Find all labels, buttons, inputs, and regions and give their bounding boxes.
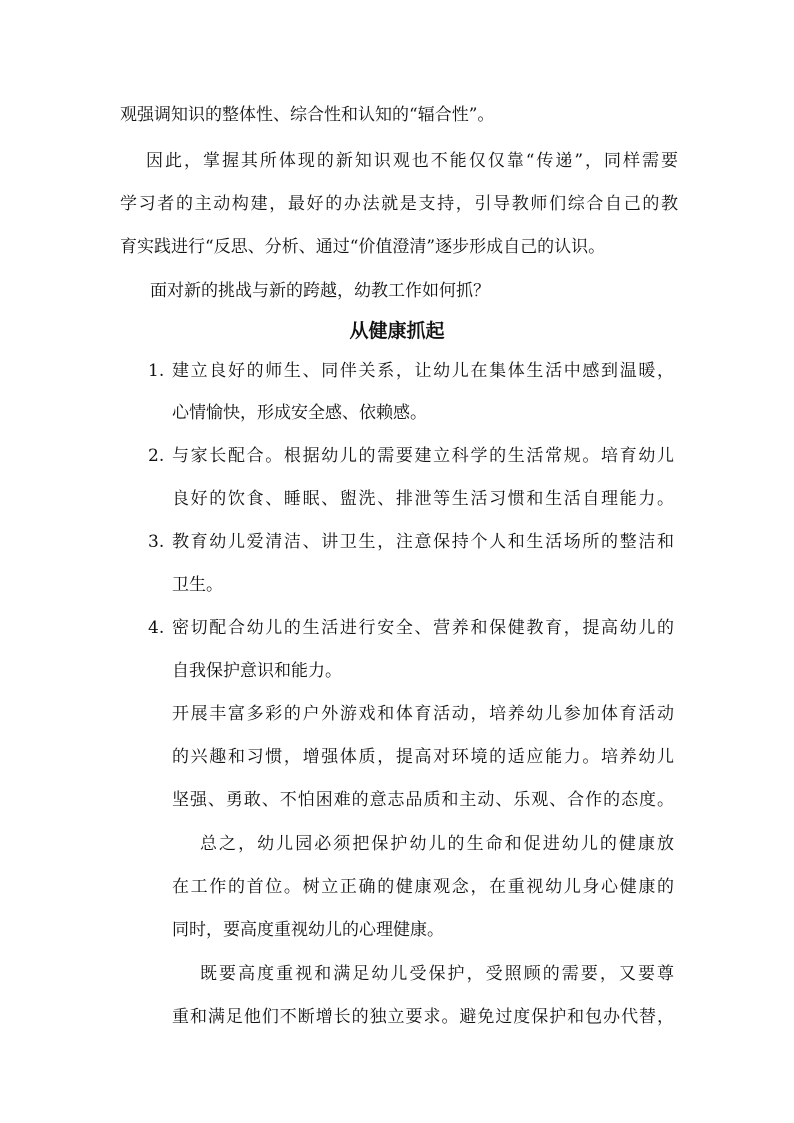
question-line: 面对新的挑战与新的跨越，幼教工作如何抓？ — [150, 281, 490, 301]
list-number: 4. — [148, 618, 165, 638]
paragraph-line: 既要高度重视和满足幼儿受保护，受照顾的需要，又要尊 — [200, 964, 674, 984]
list-item-line: 教育幼儿爱清洁、讲卫生，注意保持个人和生活场所的整洁和 — [172, 532, 674, 552]
list-item-line: 与家长配合。根据幼儿的需要建立科学的生活常规。培育幼儿 — [172, 446, 674, 466]
paragraph-line: 同时，要高度重视幼儿的心理健康。 — [172, 920, 444, 940]
paragraph-line: 学习者的主动构建，最好的办法就是支持，引导教师们综合自己的教 — [120, 194, 678, 214]
paragraph-line: 开展丰富多彩的户外游戏和体育活动，培养幼儿参加体育活动 — [172, 704, 674, 724]
intro-line: 观强调知识的整体性、综合性和认知的“辐合性”。 — [120, 105, 495, 125]
paragraph-line: 在工作的首位。树立正确的健康观念，在重视幼儿身心健康的 — [172, 877, 674, 897]
list-item-line: 心情愉快，形成安全感、依赖感。 — [172, 403, 427, 423]
section-heading: 从健康抓起 — [349, 320, 445, 342]
list-item-line: 密切配合幼儿的生活进行安全、营养和保健教育，提高幼儿的 — [172, 618, 674, 638]
list-item-line: 建立良好的师生、同伴关系，让幼儿在集体生活中感到温暖， — [172, 361, 674, 381]
list-number: 1. — [148, 361, 165, 381]
paragraph-line: 坚强、勇敢、不怕困难的意志品质和主动、乐观、合作的态度。 — [172, 790, 674, 810]
list-item-line: 卫生。 — [172, 575, 223, 595]
paragraph-line: 因此，掌握其所体现的新知识观也不能仅仅靠“传递”，同样需要 — [146, 151, 678, 171]
list-number: 3. — [148, 532, 165, 552]
list-item-line: 自我保护意识和能力。 — [172, 661, 342, 681]
paragraph-line: 总之，幼儿园必须把保护幼儿的生命和促进幼儿的健康放 — [200, 834, 674, 854]
list-item-line: 良好的饮食、睡眠、盥洗、排泄等生活习惯和生活自理能力。 — [172, 489, 674, 509]
paragraph-line: 重和满足他们不断增长的独立要求。避免过度保护和包办代替， — [172, 1007, 674, 1027]
paragraph-line: 的兴趣和习惯，增强体质，提高对环境的适应能力。培养幼儿 — [172, 747, 674, 767]
list-number: 2. — [148, 446, 165, 466]
paragraph-line: 育实践进行“反思、分析、通过“价值澄清”逐步形成自己的认识。 — [120, 237, 606, 257]
